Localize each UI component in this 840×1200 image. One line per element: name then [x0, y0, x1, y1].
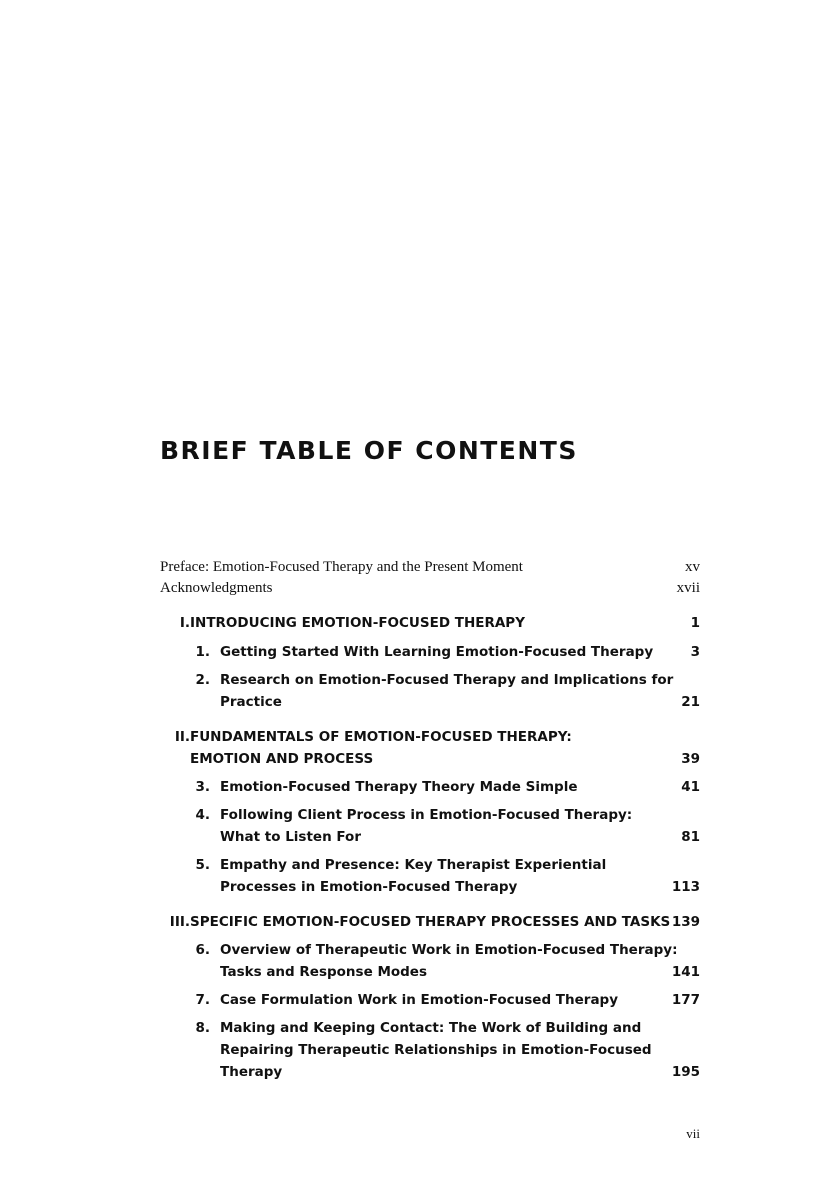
- toc-page-number: 39: [681, 751, 700, 767]
- toc-page-number: 21: [681, 694, 700, 710]
- chapter-title-line: Emotion-Focused Therapy Theory Made Simple: [220, 779, 578, 795]
- chapter-title-line: Processes in Emotion-Focused Therapy: [220, 879, 518, 895]
- folio-page-number: vii: [686, 1126, 700, 1141]
- chapter-title-line: Therapy: [220, 1064, 283, 1080]
- toc-part-3[interactable]: [160, 911, 700, 933]
- part-number: III.: [169, 914, 190, 930]
- chapter-title-line: Following Client Process in Emotion-Focused Therapy:: [220, 807, 633, 823]
- toc-chapter-6[interactable]: [160, 939, 700, 983]
- chapter-title-line: Getting Started With Learning Emotion-Focused Therapy: [220, 644, 654, 660]
- chapter-title-line: Overview of Therapeutic Work in Emotion-Focused Therapy:: [220, 942, 678, 958]
- chapter-number: 4.: [195, 807, 210, 823]
- toc-page-number: 141: [671, 964, 700, 980]
- toc-chapter-1[interactable]: [160, 641, 700, 663]
- chapter-title-line: Research on Emotion-Focused Therapy and Implications for: [220, 672, 674, 688]
- chapter-title-line: Case Formulation Work in Emotion-Focused Therapy: [220, 992, 619, 1008]
- toc-page-number: 113: [671, 879, 700, 895]
- toc-page-number: 41: [681, 779, 700, 795]
- toc-page-number: xv: [685, 559, 700, 575]
- chapter-number: 5.: [195, 857, 210, 873]
- chapter-number: 3.: [195, 779, 210, 795]
- toc-page-number: 3: [690, 644, 700, 660]
- toc-page-number: 1: [690, 615, 700, 631]
- toc-chapter-5[interactable]: [160, 854, 700, 898]
- chapter-number: 1.: [195, 644, 210, 660]
- page-title: BRIEF TABLE OF CONTENTS: [160, 436, 578, 465]
- toc-page-number: xvii: [676, 580, 700, 596]
- chapter-title-line: Empathy and Presence: Key Therapist Experiential: [220, 857, 607, 873]
- chapter-title-line: Practice: [220, 694, 282, 710]
- chapter-title-line: Repairing Therapeutic Relationships in Emotion-Focused: [220, 1042, 652, 1058]
- part-title-line: SPECIFIC EMOTION-FOCUSED THERAPY PROCESSES AND TASKS: [190, 914, 671, 930]
- chapter-number: 6.: [195, 942, 210, 958]
- toc-chapter-7[interactable]: [160, 989, 700, 1011]
- toc-page-number: 139: [671, 914, 700, 930]
- toc-chapter-8[interactable]: [160, 1017, 700, 1083]
- toc-entry-label: Acknowledgments: [160, 580, 273, 596]
- chapter-title-line: Making and Keeping Contact: The Work of Building and: [220, 1020, 642, 1036]
- chapter-number: 8.: [195, 1020, 210, 1036]
- toc-page-number: 81: [681, 829, 700, 845]
- toc-chapter-4[interactable]: [160, 804, 700, 848]
- part-title-line: INTRODUCING EMOTION-FOCUSED THERAPY: [190, 615, 525, 631]
- toc-chapter-2[interactable]: [160, 669, 700, 713]
- chapter-title-line: Tasks and Response Modes: [220, 964, 428, 980]
- part-number: II.: [174, 729, 190, 745]
- part-number: I.: [179, 615, 190, 631]
- toc-page-number: 177: [671, 992, 700, 1008]
- toc-page-number: 195: [671, 1064, 700, 1080]
- toc-chapter-3[interactable]: [160, 776, 700, 798]
- chapter-number: 7.: [195, 992, 210, 1008]
- chapter-number: 2.: [195, 672, 210, 688]
- part-title-line: EMOTION AND PROCESS: [190, 751, 374, 767]
- toc-entry-acknowledgments[interactable]: [160, 577, 700, 599]
- chapter-title-line: What to Listen For: [220, 829, 361, 845]
- toc-part-2[interactable]: [160, 726, 700, 770]
- toc-entry-label: Preface: Emotion-Focused Therapy and the Present Moment: [160, 559, 523, 575]
- toc-entry-preface[interactable]: [160, 556, 700, 578]
- toc-part-1[interactable]: [160, 612, 700, 634]
- part-title-line: FUNDAMENTALS OF EMOTION-FOCUSED THERAPY:: [190, 729, 572, 745]
